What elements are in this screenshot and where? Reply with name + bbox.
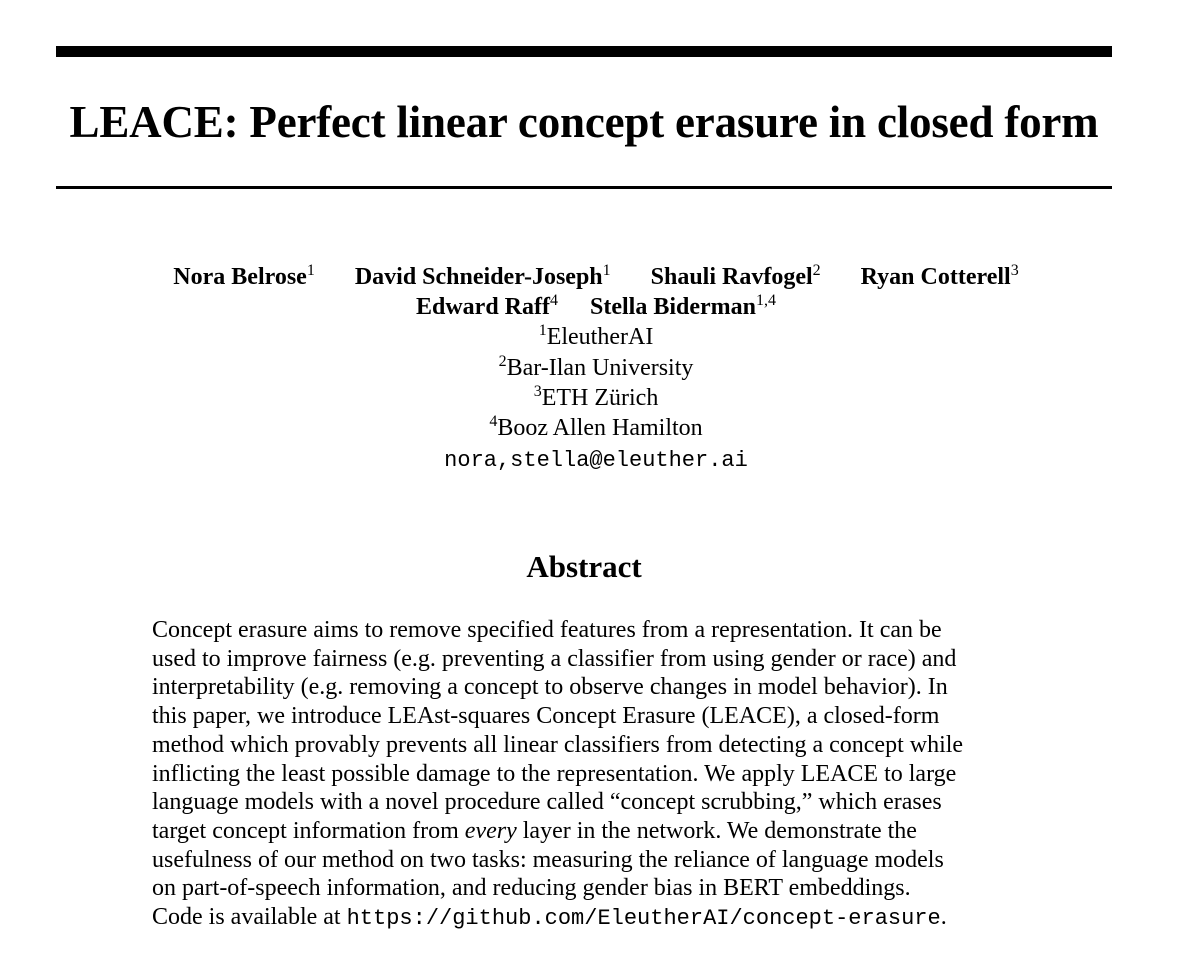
code-availability-text: Code is available at <box>152 904 347 931</box>
author-name: Shauli Ravfogel$^2$ <box>650 262 821 290</box>
affiliation: $^3$ETH Zürich <box>533 383 659 411</box>
abstract-heading: Abstract <box>526 549 642 584</box>
affiliation: $^1$EleutherAI <box>538 322 654 350</box>
abstract-line: used to improve fairness (e.g. preventing a classifier from using gender or race) and <box>152 645 957 672</box>
abstract-line: language models with a novel procedure called “concept scrubbing,” which erases <box>152 789 942 816</box>
code-repository-link[interactable]: https://github.com/EleutherAI/concept-erasure <box>346 906 941 932</box>
abstract-line: on part-of-speech information, and reducing gender bias in BERT embeddings. <box>152 875 911 902</box>
abstract-line <box>152 903 1027 934</box>
sentence-period: . <box>940 904 947 931</box>
author-name: David Schneider-Joseph$^1$ <box>354 262 611 290</box>
contact-email[interactable]: nora,stella@eleuther.ai <box>444 448 748 473</box>
abstract-line <box>152 817 1027 846</box>
author-name: Edward Raff$^4$ <box>415 292 558 320</box>
paper-title: LEACE: Perfect linear concept erasure in closed form <box>69 97 1099 147</box>
abstract-text: layer in the network. We demonstrate the <box>516 817 917 844</box>
title-top-rule <box>56 46 1112 57</box>
title-bottom-rule <box>56 186 1112 189</box>
author-list-line-1 <box>0 262 1192 292</box>
author-name: Ryan Cotterell$^3$ <box>860 262 1019 290</box>
author-list-line-2 <box>0 292 1192 322</box>
author-name: Nora Belrose$^1$ <box>173 262 315 290</box>
affiliation: $^4$Booz Allen Hamilton <box>489 413 703 441</box>
abstract-line: Concept erasure aims to remove specified features from a representation. It can be <box>152 617 942 643</box>
author-name: Stella Biderman$^{1,4}$ <box>590 292 776 320</box>
emphasized-word: every <box>464 817 517 844</box>
abstract-line: interpretability (e.g. removing a concept to observe changes in model behavior). In <box>152 674 948 701</box>
abstract-line: usefulness of our method on two tasks: measuring the reliance of language models <box>152 846 944 873</box>
abstract-line: method which provably prevents all linear classifiers from detecting a concept while <box>152 731 964 758</box>
abstract-body <box>152 616 1027 934</box>
affiliation: $^2$Bar-Ilan University <box>498 353 694 381</box>
abstract-text: target concept information from <box>152 817 465 844</box>
abstract-line: inflicting the least possible damage to the representation. We apply LEACE to large <box>152 760 957 787</box>
abstract-line: this paper, we introduce LEAst-squares Concept Erasure (LEACE), a closed-form <box>152 703 940 730</box>
